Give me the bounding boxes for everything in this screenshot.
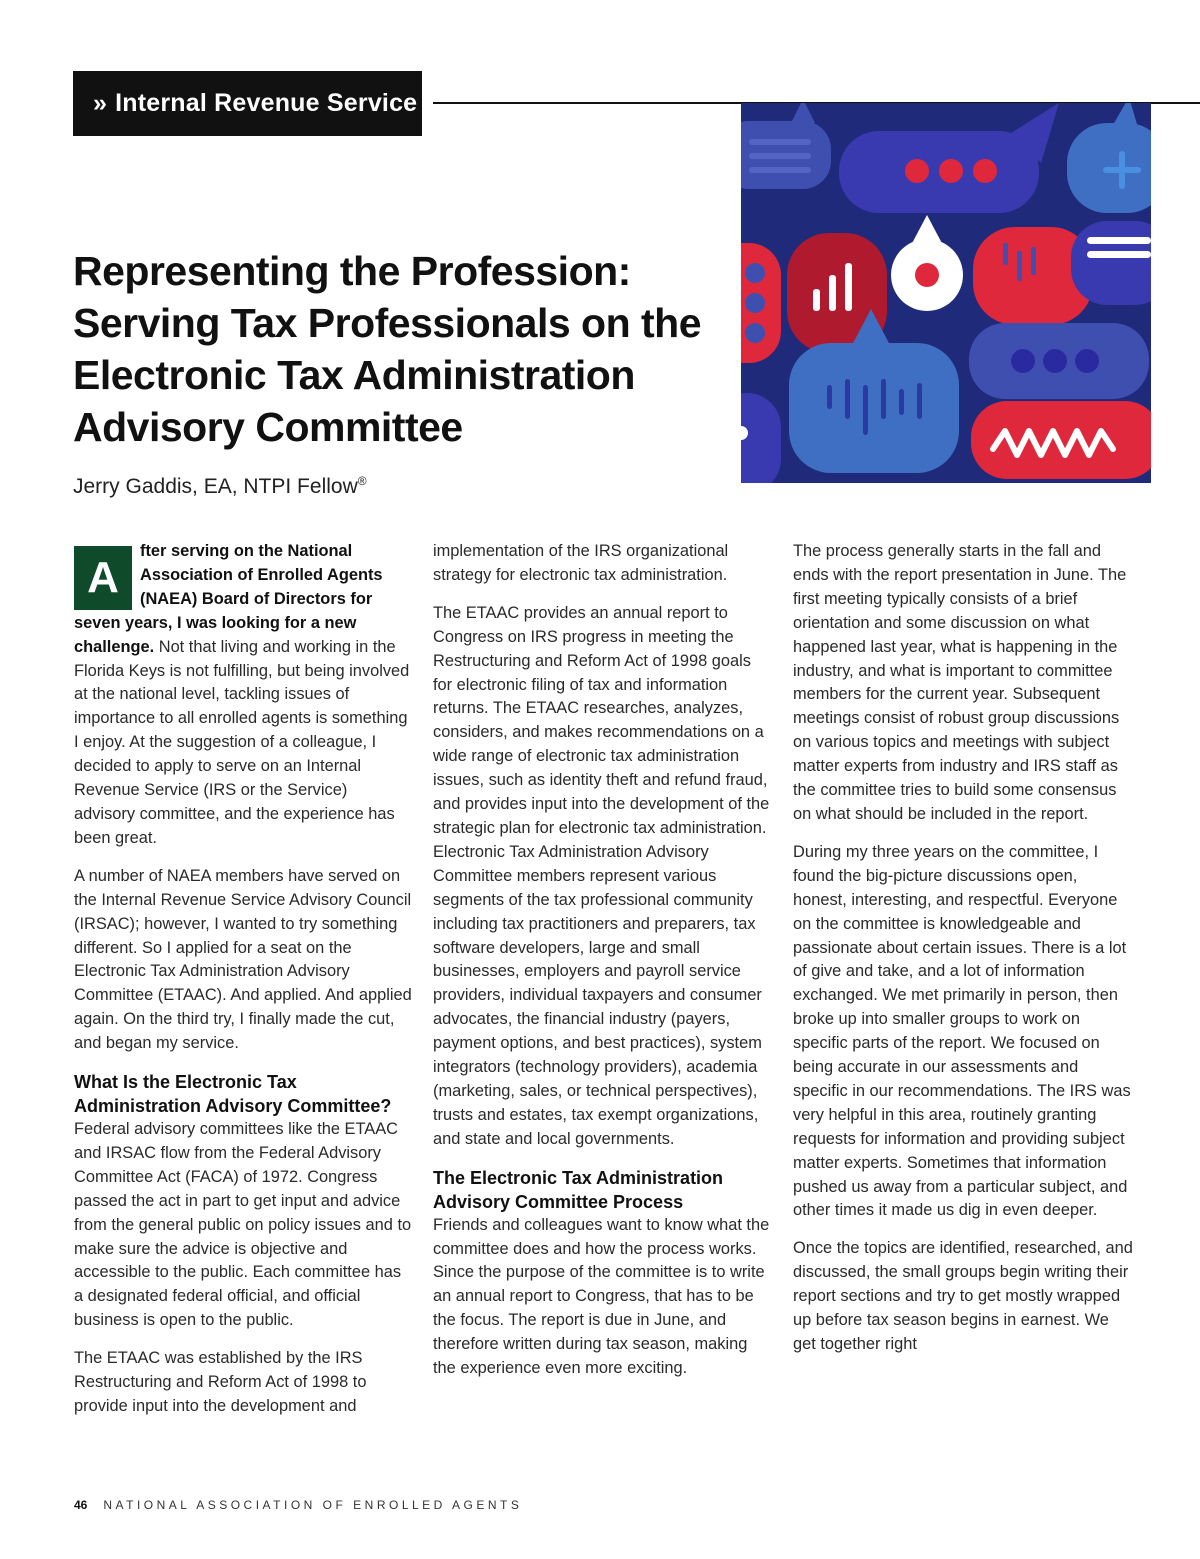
subheading: What Is the Electronic Tax Administration Advisory Committee? [74,1072,392,1117]
paragraph: Friends and colleagues want to know what the committee does and how the process works. Since the purpose of the committee is to write an annual report to Congress, that has to be the focus. The report is due in June, and therefore written during tax season, making the experience even more exciting. [433,1215,770,1378]
article-column-3 [793,540,1133,1371]
intro-rest: Not that living and working in the Florida Keys is not fulfilling, but being involved at the national level, tackling issues of importance to all enrolled agents is something I enjoy. At the suggestion of a colleague, I decided to apply to serve on an Internal Revenue Service (IRS or the Service) advisory committee, and the experience has been great. [74,637,410,847]
article-column-1 [74,540,412,1433]
article-title: Representing the Profession: Serving Tax Professionals on the Electronic Tax Administration Advisory Committee [73,248,702,450]
author-name: Jerry Gaddis, EA, NTPI Fellow [73,475,358,498]
speech-bubbles-illustration [741,103,1151,483]
article-column-2 [433,540,771,1395]
page-number: 46 [74,1498,88,1512]
section-tag-label: Internal Revenue Service [115,89,418,117]
drop-cap: A [74,546,132,610]
paragraph: implementation of the IRS organizational strategy for electronic tax administration. [433,542,729,584]
paragraph: Once the topics are identified, researched, and discussed, the small groups begin writing their report sections and try to get mostly wrapped up before tax season begins in earnest. We get together right [793,1239,1133,1353]
paragraph: During my three years on the committee, I found the big-picture discussions open, honest, interesting, and respectful. Everyone on the committee is knowledgeable and passionate about certain issues. There is a lot of give and take, and a lot of information exchanged. We met primarily in person, then broke up into smaller groups to work on specific parts of the report. We focused on being accurate in our assessments and specific in our recommendations. The IRS was very helpful in this area, routinely granting requests for information and providing subject matter experts. Sometimes that information pushed us away from a particular subject, and other times it made us dig in even deeper. [793,842,1131,1220]
publication-name: NATIONAL ASSOCIATION OF ENROLLED AGENTS [103,1498,523,1512]
intro-lead: fter serving on the National Association of Enrolled Agents (NAEA) Board of Directors for seven years, I was looking for a new challenge. [74,542,383,656]
paragraph: A number of NAEA members have served on the Internal Revenue Service Advisory Council (IRSAC); however, I wanted to try something different. So I applied for a seat on the Electronic Tax Administration Advisory Committee (ETAAC). And applied. And applied again. On the third try, I finally made the cut, and began my service. [74,866,412,1053]
chevron-icon: » [93,89,108,117]
paragraph: Federal advisory committees like the ETAAC and IRSAC flow from the Federal Advisory Committee Act (FACA) of 1972. Congress passed the act in part to get input and advice from the general public on policy issues and to make sure the advice is objective and accessible to the public. Each committee has a designated federal official, and official business is open to the public. [74,1120,412,1330]
paragraph: The ETAAC provides an annual report to Congress on IRS progress in meeting the Restructuring and Reform Act of 1998 goals for electronic filing of tax and information returns. The ETAAC researches, analyzes, considers, and makes recommendations on a wide range of electronic tax administration issues, such as identity theft and refund fraud, and provides input into the development of the strategic plan for electronic tax administration. Electronic Tax Administration Advisory Committee members represent various segments of the tax professional community including tax practitioners and preparers, tax software developers, large and small businesses, employers and payroll service providers, individual taxpayers and consumer advocates, the financial industry (payers, payment options, and best practices), system integrators (technology providers), academia (marketing, sales, or technical perspectives), trusts and estates, tax exempt organizations, and state and local governments. [433,603,770,1148]
page-footer [74,1498,522,1512]
registered-mark: ® [357,474,367,488]
paragraph: The process generally starts in the fall and ends with the report presentation in June. The first meeting typically consists of a brief orientation and some discussion on what happened last year, what is happening in the industry, and what is important to committee members for the current year. Subsequent meetings consist of robust group discussions on various topics and meetings with subject matter experts from industry and IRS staff as the committee tries to build some consensus on what should be included in the report. [793,542,1127,823]
paragraph: The ETAAC was established by the IRS Restructuring and Reform Act of 1998 to provide input into the development and [74,1349,367,1415]
byline [73,474,367,499]
subheading: The Electronic Tax Administration Advisory Committee Process [433,1167,724,1212]
intro-paragraph [74,540,412,851]
section-tag [73,71,422,136]
